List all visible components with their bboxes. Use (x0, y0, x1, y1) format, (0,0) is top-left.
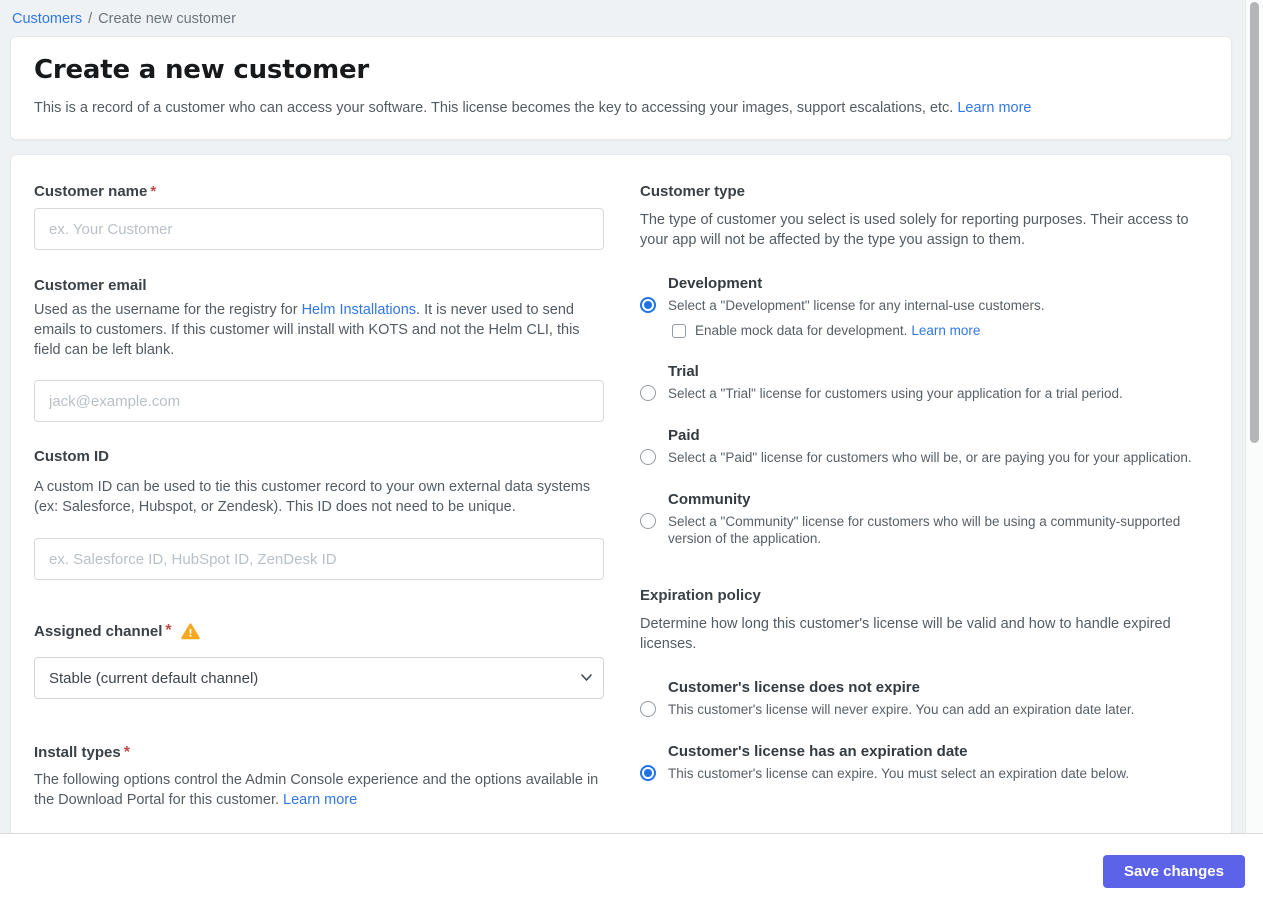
option-description: Select a "Paid" license for customers who will be, or are paying you for your application. (668, 450, 1192, 465)
breadcrumb (0, 0, 1263, 27)
customer-name-label-text: Customer name (34, 183, 148, 200)
customer-type-group (640, 183, 1193, 547)
page-description (34, 98, 1208, 118)
expiration-policy-label: Expiration policy (640, 587, 761, 604)
helm-installations-link[interactable]: Helm Installations (301, 302, 417, 318)
customer-name-field (34, 183, 604, 250)
mock-data-learn-more-link[interactable]: Learn more (911, 323, 981, 338)
customer-email-input[interactable] (34, 380, 604, 422)
mock-data-row (668, 323, 1193, 338)
custom-id-field (34, 448, 604, 580)
customer-email-help (34, 300, 604, 360)
required-asterisk: * (165, 622, 172, 639)
install-types-learn-more-link[interactable]: Learn more (283, 792, 358, 808)
form-left-column (34, 183, 604, 896)
option-title: Paid (668, 427, 700, 444)
customer-type-label: Customer type (640, 183, 746, 200)
install-types-label-row (34, 744, 604, 762)
breadcrumb-separator: / (88, 11, 93, 27)
page-description-text: This is a record of a customer who can access your software. This license becomes the key to accessing your images, support escalations, etc. (34, 100, 954, 116)
install-types-label: Install types (34, 744, 121, 761)
required-asterisk: * (123, 744, 130, 761)
option-title: Customer's license does not expire (668, 679, 920, 696)
option-description: Select a "Community" license for customers who will be using a community-supported version of the application. (668, 514, 1181, 546)
trial-radio[interactable] (640, 385, 656, 401)
mock-data-label (695, 323, 980, 338)
assigned-channel-field (34, 622, 604, 699)
assigned-channel-label: Assigned channel (34, 622, 163, 640)
option-description: This customer's license can expire. You must select an expiration date below. (668, 766, 1130, 781)
option-title: Development (668, 275, 763, 292)
scrollbar-thumb[interactable] (1250, 2, 1259, 443)
breadcrumb-customers-link[interactable]: Customers (12, 11, 83, 27)
warning-icon (181, 623, 200, 640)
option-title: Customer's license has an expiration date (668, 743, 968, 760)
custom-id-input[interactable] (34, 538, 604, 580)
save-changes-button[interactable]: Save changes (1103, 855, 1245, 888)
option-description: This customer's license will never expire. You can add an expiration date later. (668, 702, 1135, 717)
paid-radio[interactable] (640, 449, 656, 465)
community-radio[interactable] (640, 513, 656, 529)
install-types-field (34, 744, 604, 810)
scrollbar[interactable] (1245, 0, 1263, 833)
option-description: Select a "Development" license for any internal-use customers. (668, 298, 1045, 313)
development-radio[interactable] (640, 297, 656, 313)
form-right-column (640, 183, 1193, 896)
required-asterisk: * (150, 183, 157, 200)
customer-email-help-text: Used as the username for the registry for (34, 302, 302, 318)
page-header-card (10, 36, 1232, 140)
custom-id-help: A custom ID can be used to tie this customer record to your own external data systems (ex: Salesforce, Hubspot, or Zendesk). This ID does not need to be unique. (34, 479, 591, 515)
expiration-option-has-date (640, 743, 1193, 782)
install-types-help (34, 770, 604, 810)
header-learn-more-link[interactable]: Learn more (957, 100, 1032, 116)
customer-email-field (34, 277, 604, 422)
option-title: Trial (668, 363, 699, 380)
save-bar (0, 833, 1263, 905)
customer-type-option-community (640, 491, 1193, 547)
assigned-channel-label-row (34, 622, 604, 640)
breadcrumb-current: Create new customer (98, 11, 236, 27)
customer-type-option-paid (640, 427, 1193, 466)
customer-email-help-text-after: . It is never used to send emails to customers. If this customer will install with KOTS and not the Helm CLI, this field can be left blank. (34, 302, 580, 358)
customer-type-description: The type of customer you select is used solely for reporting purposes. Their access to your app will not be affected by the type you assign to them. (640, 212, 1189, 248)
customer-name-label (34, 183, 604, 200)
customer-email-label: Customer email (34, 277, 147, 294)
customer-name-input[interactable] (34, 208, 604, 250)
mock-data-label-text: Enable mock data for development. (695, 323, 908, 338)
install-types-help-text: The following options control the Admin Console experience and the options available in the Download Portal for this customer. (34, 772, 599, 808)
assigned-channel-select-wrap (34, 657, 604, 699)
customer-type-option-development (640, 275, 1193, 338)
license-does-not-expire-radio[interactable] (640, 701, 656, 717)
option-description: Select a "Trial" license for customers using your application for a trial period. (668, 386, 1123, 401)
customer-form-card (10, 154, 1232, 897)
enable-mock-data-checkbox[interactable] (672, 324, 686, 338)
page-title: Create a new customer (34, 55, 370, 85)
expiration-policy-group (640, 587, 1193, 782)
expiration-option-no-expire (640, 679, 1193, 718)
license-has-expiration-radio[interactable] (640, 765, 656, 781)
custom-id-label: Custom ID (34, 448, 109, 465)
customer-type-option-trial (640, 363, 1193, 402)
expiration-policy-description: Determine how long this customer's license will be valid and how to handle expired licenses. (640, 616, 1171, 652)
option-title: Community (668, 491, 751, 508)
assigned-channel-select[interactable] (34, 657, 604, 699)
